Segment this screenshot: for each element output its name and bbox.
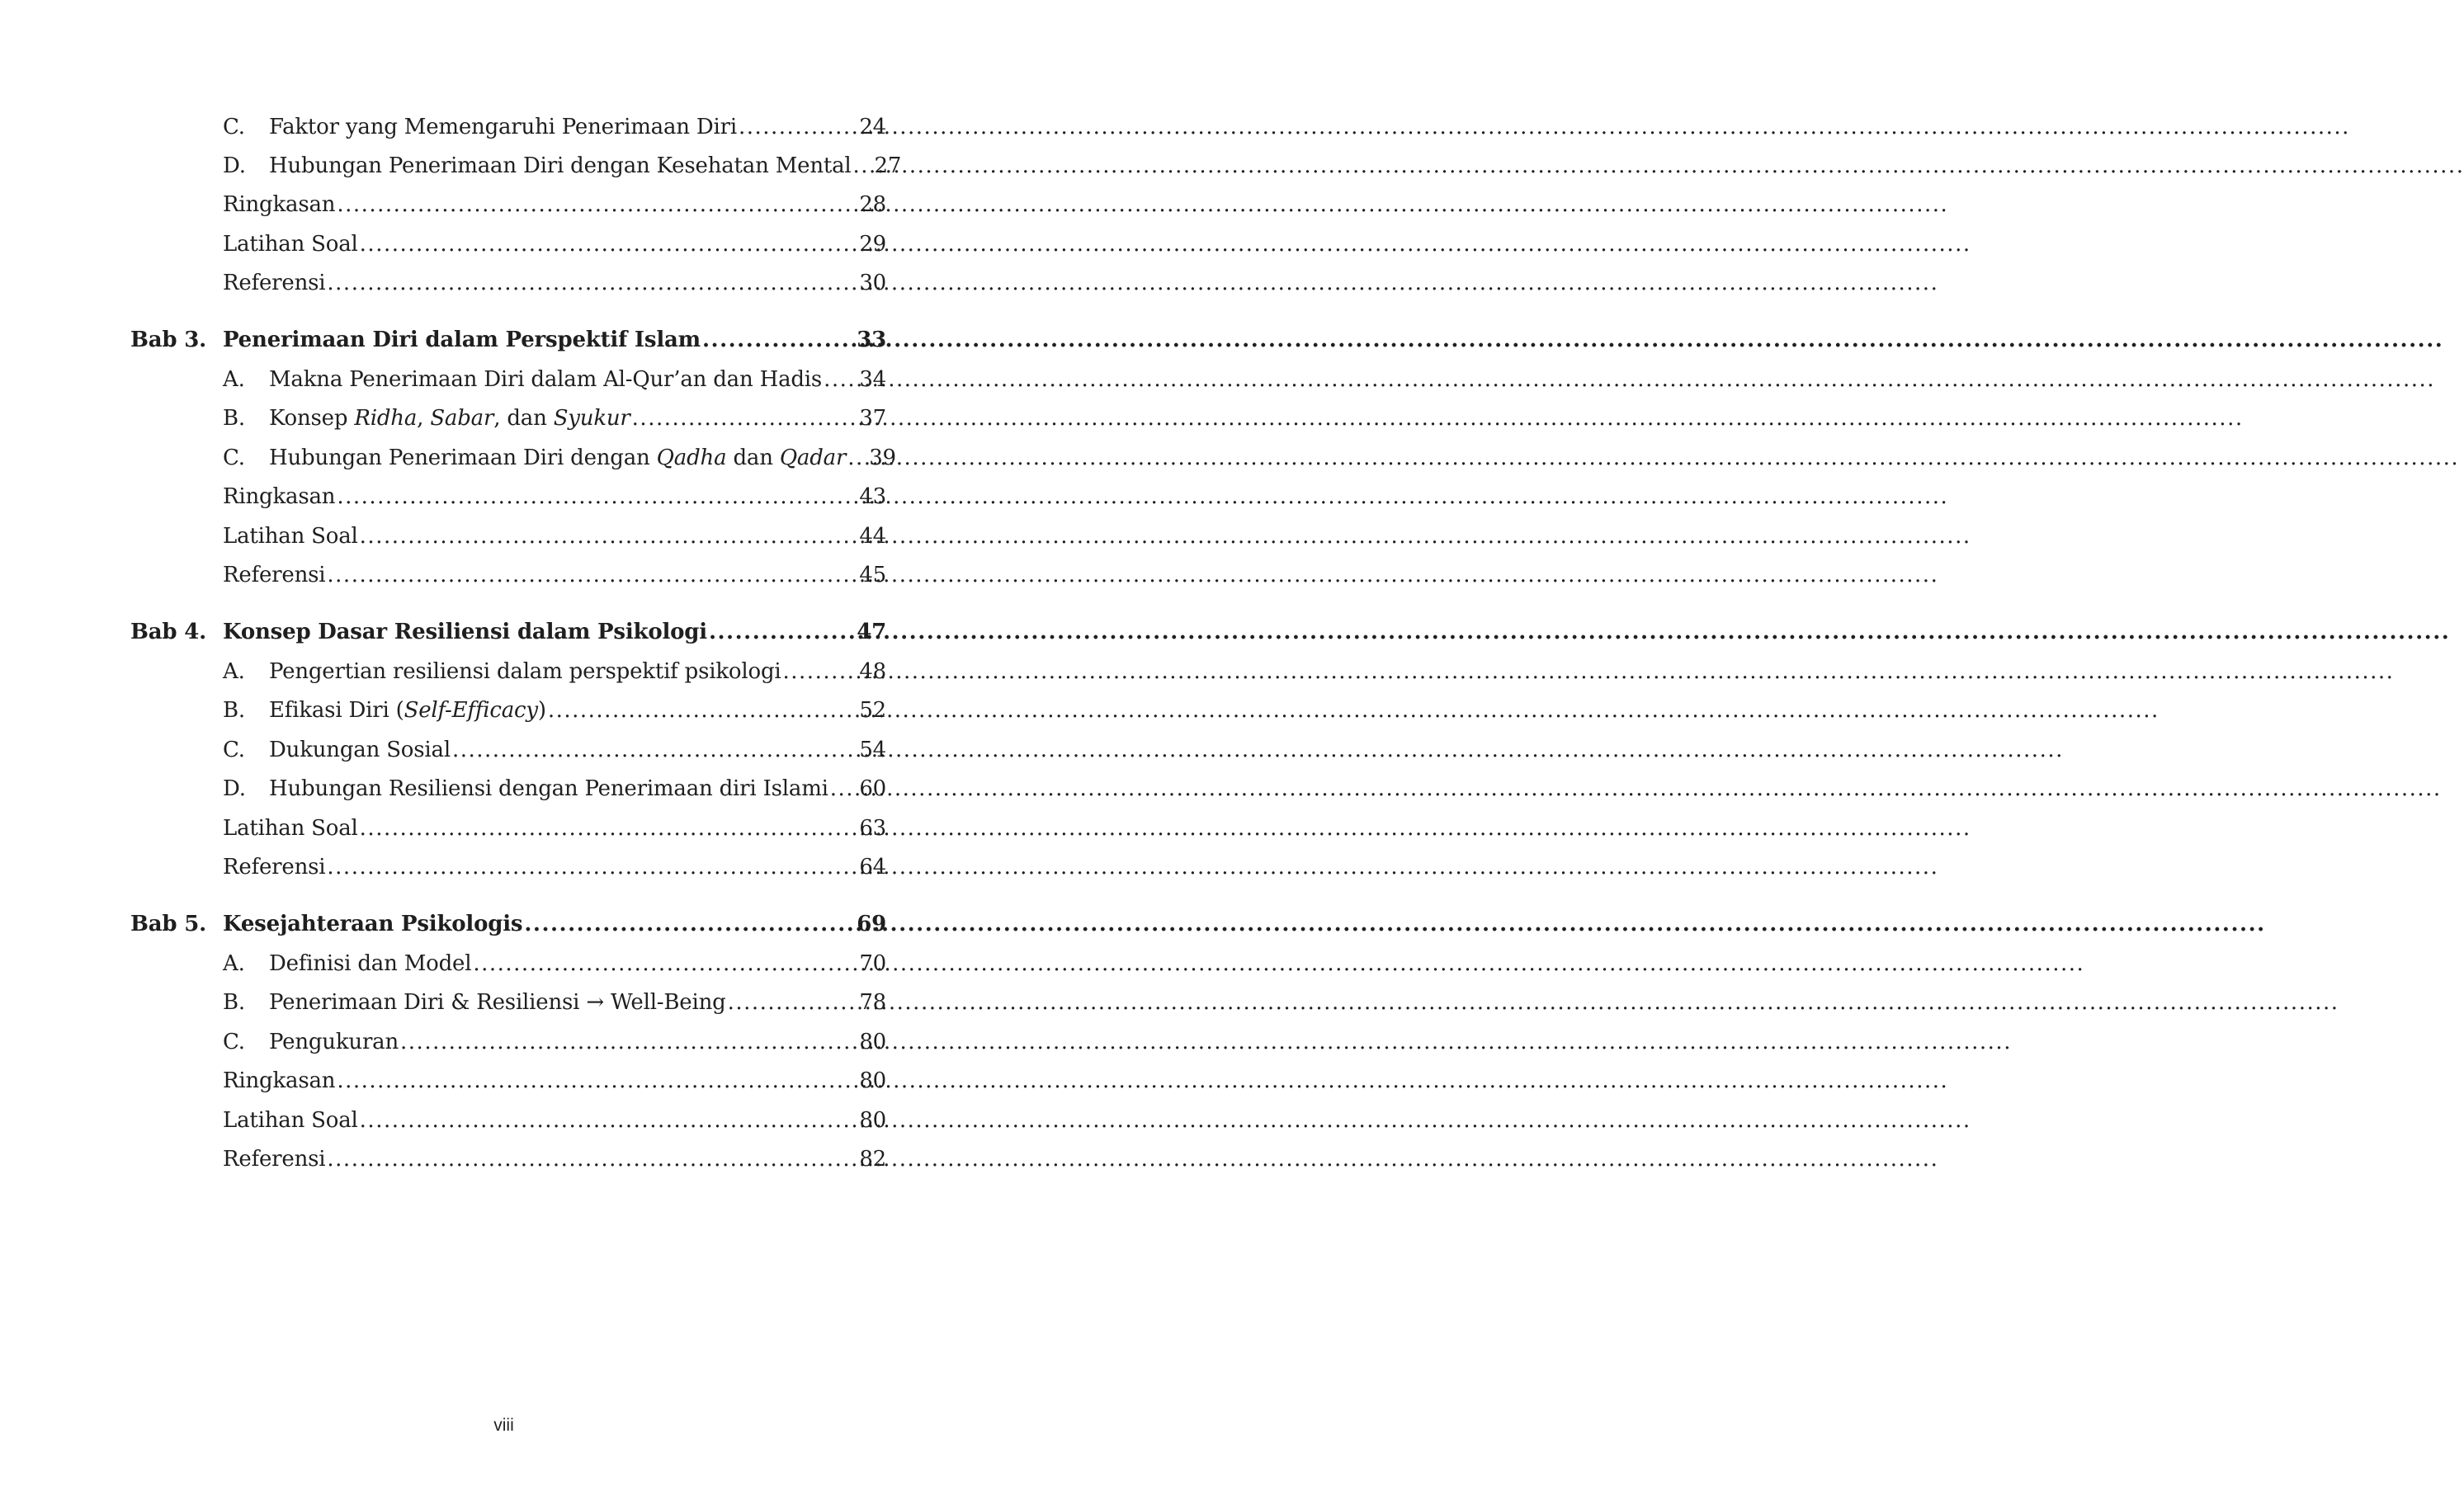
toc-chapter-entry[interactable] xyxy=(130,615,886,648)
toc-entry[interactable] xyxy=(130,947,886,980)
page-reference: 52 xyxy=(859,698,886,723)
toc-entry[interactable] xyxy=(130,402,886,435)
toc-entry[interactable] xyxy=(130,480,886,513)
page-reference: 47 xyxy=(857,620,886,644)
entry-title: Penerimaan Diri & Resiliensi → Well-Being xyxy=(269,990,726,1015)
leader-dots xyxy=(360,228,858,261)
page-reference: 27 xyxy=(874,153,902,178)
toc-entry[interactable] xyxy=(130,1104,886,1137)
page-reference: 39 xyxy=(869,446,896,470)
entry-title: Ringkasan xyxy=(223,484,336,509)
page-reference: 30 xyxy=(859,271,886,295)
page-reference: 37 xyxy=(859,406,886,431)
leader-dots xyxy=(452,733,857,766)
entry-title: Latihan Soal xyxy=(223,1108,358,1133)
page-reference: 64 xyxy=(859,855,886,880)
entry-title: Kesejahteraan Psikologis xyxy=(223,912,523,936)
entry-title: Pengertian resiliensi dalam perspektif psikologi xyxy=(269,659,781,684)
entry-title: Konsep Dasar Resiliensi dalam Psikologi xyxy=(223,620,707,644)
chapter-number: Bab 3. xyxy=(130,328,206,352)
section-letter: C. xyxy=(223,115,245,139)
page-reference: 44 xyxy=(859,524,886,549)
section-letter: B. xyxy=(223,698,245,723)
toc-entry[interactable] xyxy=(130,520,886,553)
page-reference: 48 xyxy=(859,659,886,684)
leader-dots xyxy=(327,851,857,884)
italic-term: Self-Efficacy xyxy=(404,698,538,723)
leader-dots xyxy=(327,559,857,592)
section-letter: C. xyxy=(223,446,245,470)
entry-title: Definisi dan Model xyxy=(269,951,472,976)
section-letter: A. xyxy=(223,951,245,976)
leader-dots xyxy=(847,441,867,474)
toc-entry[interactable] xyxy=(130,111,886,144)
entry-title: Latihan Soal xyxy=(223,232,358,257)
page-reference: 28 xyxy=(859,192,886,217)
page-reference: 29 xyxy=(859,232,886,257)
leader-dots xyxy=(783,655,858,688)
title-text: , dan xyxy=(493,406,554,431)
section-letter: C. xyxy=(223,1030,245,1054)
toc-entry[interactable] xyxy=(130,694,886,727)
section-letter: D. xyxy=(223,153,246,178)
leader-dots xyxy=(360,520,858,553)
entry-title: Referensi xyxy=(223,1147,326,1172)
page-reference: 78 xyxy=(859,990,886,1015)
toc-entry[interactable] xyxy=(130,1026,886,1059)
section-letter: A. xyxy=(223,659,245,684)
toc-entry[interactable] xyxy=(130,655,886,688)
section-letter: A. xyxy=(223,367,245,392)
page-reference: 80 xyxy=(859,1068,886,1093)
leader-dots xyxy=(709,615,855,648)
entry-title: Hubungan Penerimaan Diri dengan Kesehatan Mental xyxy=(269,153,852,178)
page-reference: 43 xyxy=(859,484,886,509)
entry-title: Ringkasan xyxy=(223,192,336,217)
leader-dots xyxy=(524,908,855,941)
entry-title xyxy=(269,441,846,474)
italic-term: Qadha xyxy=(656,446,727,470)
section-letter: D. xyxy=(223,776,246,801)
toc-entry[interactable] xyxy=(130,149,902,182)
leader-dots xyxy=(853,149,873,182)
entry-title: Dukungan Sosial xyxy=(269,738,451,762)
leader-dots xyxy=(473,947,857,980)
toc-chapter-entry[interactable] xyxy=(130,323,886,356)
toc-chapter-entry[interactable] xyxy=(130,908,886,941)
entry-title: Makna Penerimaan Diri dalam Al-Qur’an dan Hadis xyxy=(269,367,823,392)
leader-dots xyxy=(400,1026,857,1059)
page-reference: 33 xyxy=(857,328,886,352)
leader-dots xyxy=(830,772,858,805)
section-letter: B. xyxy=(223,406,245,431)
chapter-number: Bab 5. xyxy=(130,912,206,936)
leader-dots xyxy=(702,323,855,356)
title-text: ) xyxy=(537,698,546,723)
toc-entry[interactable] xyxy=(130,559,886,592)
leader-dots xyxy=(337,188,857,221)
toc-entry[interactable] xyxy=(130,1064,886,1097)
entry-title: Referensi xyxy=(223,563,326,587)
toc-entry[interactable] xyxy=(130,851,886,884)
leader-dots xyxy=(360,812,858,845)
page-reference: 82 xyxy=(859,1147,886,1172)
title-text: , xyxy=(417,406,431,431)
entry-title: Faktor yang Memengaruhi Penerimaan Diri xyxy=(269,115,737,139)
entry-title: Penerimaan Diri dalam Perspektif Islam xyxy=(223,328,701,352)
title-text: dan xyxy=(726,446,780,470)
toc-entry[interactable] xyxy=(130,772,886,805)
page-reference: 24 xyxy=(859,115,886,139)
leader-dots xyxy=(337,480,857,513)
page-number: viii xyxy=(493,1416,514,1435)
toc-entry[interactable] xyxy=(130,812,886,845)
leader-dots xyxy=(728,986,858,1019)
leader-dots xyxy=(360,1104,858,1137)
leader-dots xyxy=(337,1064,857,1097)
page-reference: 45 xyxy=(859,563,886,587)
toc-entry[interactable] xyxy=(130,363,886,396)
entry-title: Latihan Soal xyxy=(223,524,358,549)
leader-dots xyxy=(548,694,857,727)
leader-dots xyxy=(739,111,857,144)
toc-entry[interactable] xyxy=(130,1143,886,1176)
toc-entry[interactable] xyxy=(130,266,886,299)
italic-term: Syukur xyxy=(553,406,630,431)
leader-dots xyxy=(632,402,858,435)
title-text: Konsep xyxy=(269,406,355,431)
entry-title: Hubungan Resiliensi dengan Penerimaan diri Islami xyxy=(269,776,828,801)
title-text: Efikasi Diri ( xyxy=(269,698,404,723)
toc-entry[interactable] xyxy=(130,188,886,221)
toc-entry[interactable] xyxy=(130,441,896,474)
section-letter: B. xyxy=(223,990,245,1015)
leader-dots xyxy=(824,363,857,396)
page-reference: 80 xyxy=(859,1030,886,1054)
leader-dots xyxy=(327,266,857,299)
toc-entry[interactable] xyxy=(130,228,886,261)
entry-title: Latihan Soal xyxy=(223,816,358,841)
toc-entry[interactable] xyxy=(130,733,886,766)
entry-title: Referensi xyxy=(223,855,326,880)
title-text: Hubungan Penerimaan Diri dengan xyxy=(269,446,657,470)
entry-title xyxy=(269,402,630,435)
italic-term: Qadar xyxy=(779,446,847,470)
entry-title: Pengukuran xyxy=(269,1030,399,1054)
italic-term: Sabar xyxy=(430,406,494,431)
page-reference: 60 xyxy=(859,776,886,801)
page-reference: 69 xyxy=(857,912,886,936)
page-reference: 34 xyxy=(859,367,886,392)
page-reference: 80 xyxy=(859,1108,886,1133)
italic-term: Ridha xyxy=(354,406,418,431)
leader-dots xyxy=(327,1143,857,1176)
entry-title: Referensi xyxy=(223,271,326,295)
page-reference: 63 xyxy=(859,816,886,841)
page-reference: 54 xyxy=(859,738,886,762)
entry-title: Ringkasan xyxy=(223,1068,336,1093)
page-reference: 70 xyxy=(859,951,886,976)
section-letter: C. xyxy=(223,738,245,762)
entry-title xyxy=(269,694,546,727)
toc-entry[interactable] xyxy=(130,986,886,1019)
chapter-number: Bab 4. xyxy=(130,620,206,644)
